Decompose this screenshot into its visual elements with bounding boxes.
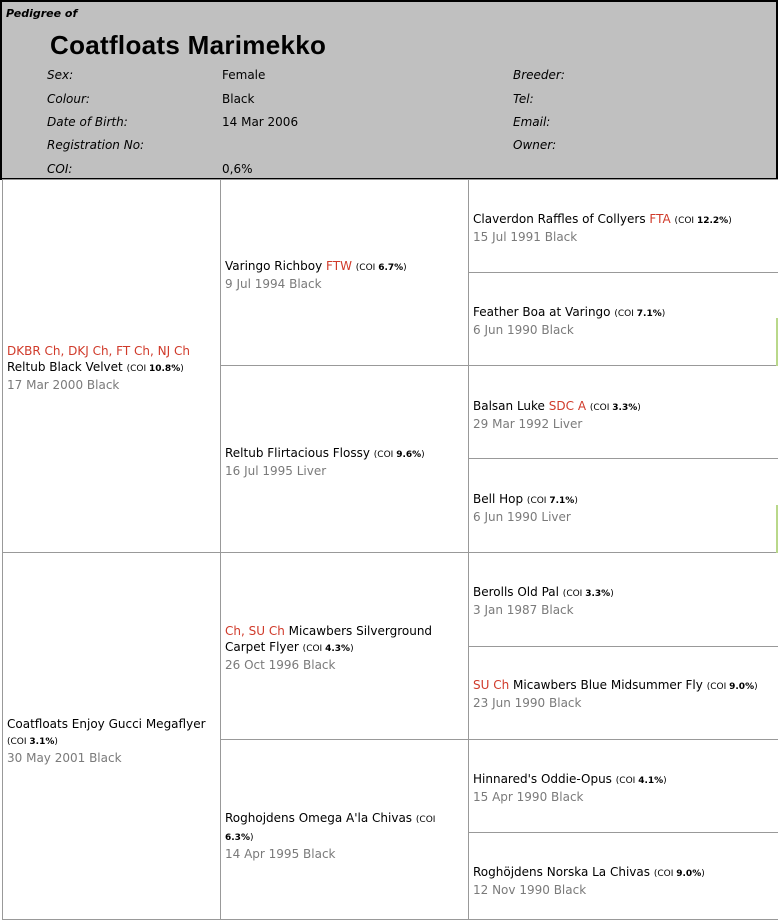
dob-label: Date of Birth: [47, 115, 128, 129]
great-grandparent-cell [468, 832, 778, 920]
great-grandparent-coi: (COI 9.0%) [706, 682, 758, 692]
dam-coi: (COI 3.1%) [7, 737, 58, 747]
sex-label: Sex: [47, 68, 74, 82]
great-grandparent-suffix: SDC A [548, 399, 587, 413]
sire-meta: 17 Mar 2000 Black [7, 378, 120, 392]
grandparent-name[interactable]: Varingo Richboy [225, 259, 323, 273]
great-grandparent-coi: (COI 3.3%) [589, 403, 641, 413]
great-grandparent-meta: 15 Jul 1991 Black [473, 230, 578, 244]
grandparent-cell [220, 179, 469, 366]
dam-entry [7, 716, 216, 766]
great-grandparent-cell [468, 646, 778, 740]
sire-cell [2, 179, 221, 553]
grandparent-cell [220, 365, 469, 553]
great-grandparent-entry [473, 398, 775, 432]
colour-value: Black [222, 92, 255, 106]
great-grandparent-cell [468, 272, 778, 366]
great-grandparent-cell [468, 552, 778, 647]
great-grandparent-meta: 15 Apr 1990 Black [473, 790, 584, 804]
pedigree-of-label: Pedigree of [6, 7, 78, 20]
email-label: Email: [513, 115, 551, 129]
grandparent-cell [220, 552, 469, 740]
great-grandparent-entry [473, 584, 775, 618]
great-grandparent-meta: 23 Jun 1990 Black [473, 696, 582, 710]
tel-label: Tel: [513, 92, 534, 106]
great-grandparent-meta: 6 Jun 1990 Liver [473, 510, 571, 524]
grandparent-coi: (COI 4.3%) [302, 644, 354, 654]
coi-label: COI: [47, 162, 73, 176]
grandparent-titles: Ch, SU Ch [225, 624, 285, 638]
great-grandparent-cell [468, 179, 778, 273]
great-grandparent-coi: (COI 9.0%) [653, 869, 705, 879]
sire-coi: (COI 10.8%) [126, 364, 184, 374]
dam-meta: 30 May 2001 Black [7, 751, 122, 765]
great-grandparent-coi: (COI 7.1%) [614, 309, 666, 319]
grandparent-cell [220, 739, 469, 920]
great-grandparent-name[interactable]: Balsan Luke [473, 399, 545, 413]
grandparent-meta: 16 Jul 1995 Liver [225, 464, 327, 478]
great-grandparent-name[interactable]: Berolls Old Pal [473, 585, 559, 599]
great-grandparent-name[interactable]: Bell Hop [473, 492, 524, 506]
great-grandparent-entry [473, 864, 775, 898]
grandparent-suffix: FTW [326, 259, 352, 273]
sire-name[interactable]: Reltub Black Velvet [7, 360, 123, 374]
great-grandparent-entry [473, 771, 775, 805]
great-grandparent-entry [473, 211, 775, 245]
great-grandparent-cell [468, 365, 778, 459]
colour-label: Colour: [47, 92, 90, 106]
grandparent-coi: (COI 6.3%) [225, 815, 436, 843]
coi-value: 0,6% [222, 162, 253, 176]
grandparent-entry [225, 623, 464, 673]
grandparent-entry [225, 445, 464, 479]
sex-value: Female [222, 68, 266, 82]
great-grandparent-name[interactable]: Hinnared's Oddie-Opus [473, 772, 612, 786]
grandparent-name[interactable]: Reltub Flirtacious Flossy [225, 446, 370, 460]
great-grandparent-coi: (COI 7.1%) [526, 496, 578, 506]
great-grandparent-entry [473, 677, 775, 711]
owner-label: Owner: [513, 138, 557, 152]
grandparent-name[interactable]: Micawbers Silverground Carpet Flyer [225, 624, 433, 654]
great-grandparent-coi: (COI 12.2%) [674, 216, 732, 226]
great-grandparent-suffix: FTA [649, 212, 671, 226]
great-grandparent-name[interactable]: Claverdon Raffles of Collyers [473, 212, 646, 226]
registration-label: Registration No: [47, 138, 145, 152]
great-grandparent-cell [468, 739, 778, 833]
dob-value: 14 Mar 2006 [222, 115, 299, 129]
grandparent-entry [225, 258, 464, 292]
breeder-label: Breeder: [513, 68, 565, 82]
great-grandparent-titles: SU Ch [473, 678, 510, 692]
great-grandparent-meta: 12 Nov 1990 Black [473, 883, 587, 897]
pedigree-header [0, 0, 778, 180]
dam-cell [2, 552, 221, 920]
grandparent-entry [225, 810, 464, 862]
grandparent-meta: 26 Oct 1996 Black [225, 658, 336, 672]
great-grandparent-coi: (COI 4.1%) [615, 776, 667, 786]
great-grandparent-entry [473, 304, 775, 338]
dog-name-title: Coatfloats Marimekko [50, 30, 327, 60]
sire-titles: DKBR Ch, DKJ Ch, FT Ch, NJ Ch [7, 344, 190, 358]
grandparent-meta: 9 Jul 1994 Black [225, 277, 322, 291]
great-grandparent-coi: (COI 3.3%) [562, 589, 614, 599]
grandparent-coi: (COI 9.6%) [373, 450, 425, 460]
grandparent-name[interactable]: Roghojdens Omega A'la Chivas [225, 811, 413, 825]
great-grandparent-cell [468, 458, 778, 553]
grandparent-meta: 14 Apr 1995 Black [225, 847, 336, 861]
sire-entry [7, 343, 216, 393]
great-grandparent-meta: 3 Jan 1987 Black [473, 603, 574, 617]
great-grandparent-meta: 6 Jun 1990 Black [473, 323, 574, 337]
great-grandparent-name[interactable]: Feather Boa at Varingo [473, 305, 611, 319]
dam-name[interactable]: Coatfloats Enjoy Gucci Megaflyer [7, 717, 206, 731]
great-grandparent-entry [473, 491, 775, 525]
great-grandparent-meta: 29 Mar 1992 Liver [473, 417, 583, 431]
great-grandparent-name[interactable]: Roghöjdens Norska La Chivas [473, 865, 650, 879]
great-grandparent-name[interactable]: Micawbers Blue Midsummer Fly [513, 678, 703, 692]
grandparent-coi: (COI 6.7%) [355, 263, 407, 273]
